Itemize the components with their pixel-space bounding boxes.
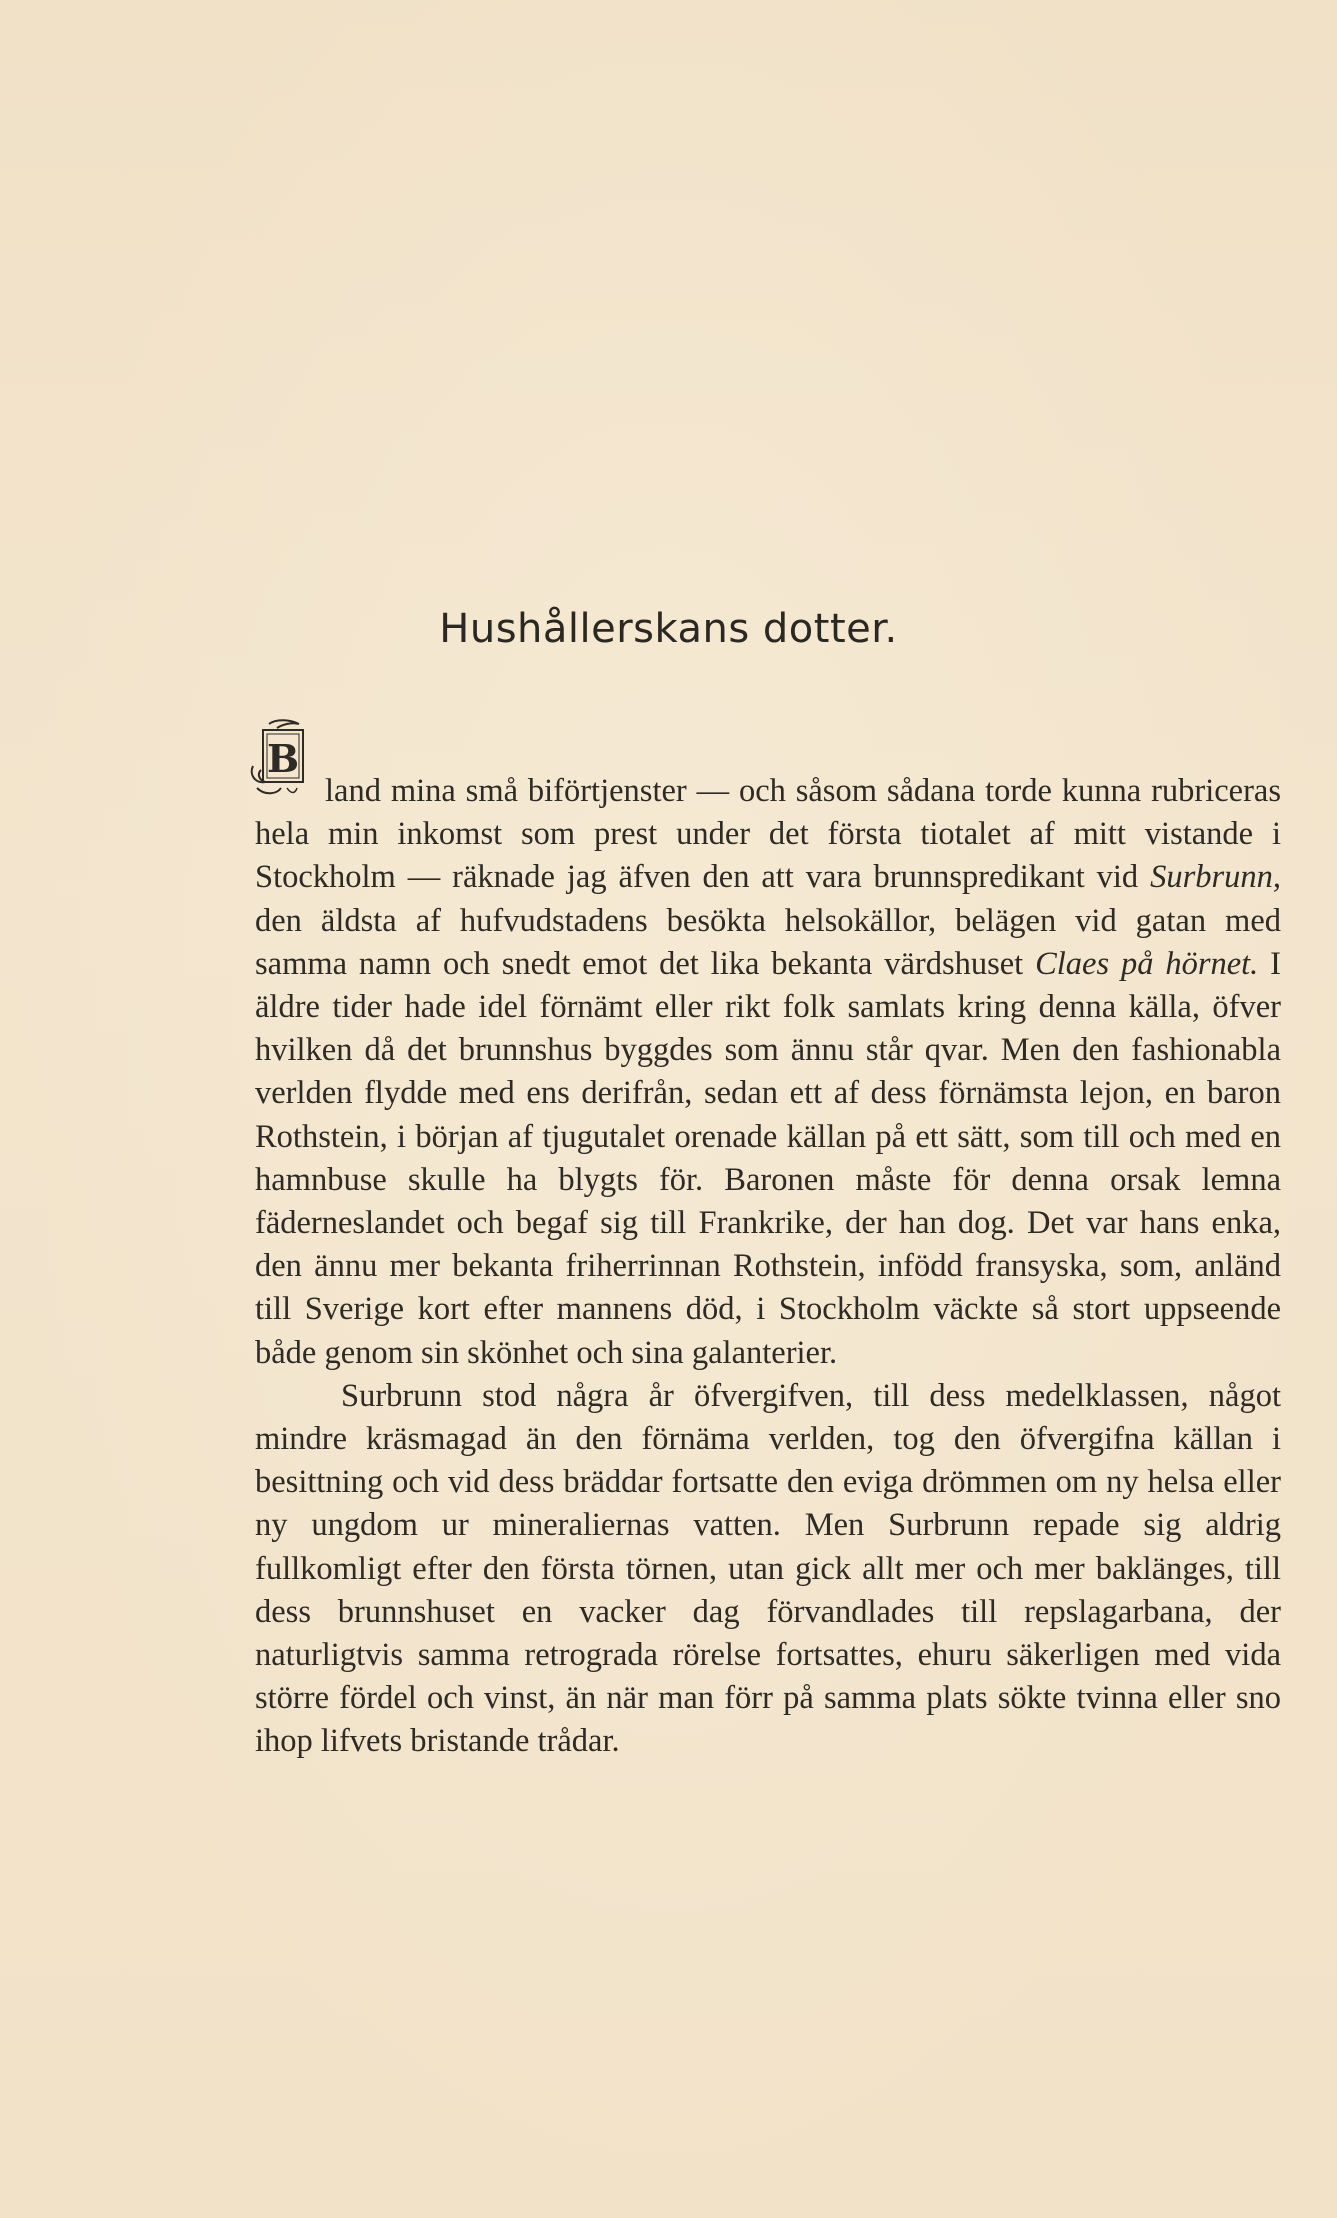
chapter-body xyxy=(255,736,1282,1764)
paragraph-1-text-b: den äldsta af hufvudstadens besökta helsokällor, belägen vid gatan med samma namn och snedt emot det lika bekanta värdshuset xyxy=(255,902,1281,982)
paragraph-1-italic-b: Claes på hörnet. xyxy=(1035,945,1259,982)
dropcap-letter: B xyxy=(266,736,300,781)
paragraph-2: Surbrunn stod några år öfvergifven, till dess medelklassen, något mindre kräsmagad än den förnäma verlden, tog den öfvergifna källan i besittning och vid dess bräddar fortsatte den eviga drömmen om ny helsa eller ny ungdom ur mineraliernas vatten. Men Surbrunn repade sig aldrig fullkomligt efter den första törnen, utan gick allt mer och mer baklänges, till dess brunnshuset en vacker dag förvandlades till repslagarbana, der naturligtvis samma retrograda rörelse fortsattes, ehuru säkerligen med vida större fördel och vinst, än när man förr på samma plats sökte tvinna eller sno ihop lifvets bristande trådar. xyxy=(255,1377,1281,1760)
paragraph-1-text-a: land mina små biförtjenster — och såsom sådana torde kunna rubriceras hela min inkomst som prest under det första tiotalet af mitt vistande i Stockholm — räknade jag äfven den att vara brunnspredikant vid xyxy=(255,773,1281,896)
ornamental-dropcap xyxy=(247,718,317,798)
chapter-title: Hushållerskans dotter. xyxy=(439,606,898,652)
paragraph-1-text-c: I äldre tider hade idel förnämt eller rikt folk samlats kring denna källa, öfver hvilken då det brunnshus byggdes som ännu står qvar. Men den fashionabla verlden flydde med ens derifrån, sedan ett af dess förnämsta lejon, en baron Rothstein, i början af tjugutalet orenade källan på ett sätt, som till och med en hamnbuse skulle ha blygts för. Baronen måste för denna orsak lemna fäderneslandet och begaf sig till Frankrike, der han dog. Det var hans enka, den ännu mer bekanta friherrinnan Rothstein, infödd fransyska, som, anländ till Sverige kort efter mannens död, i Stockholm väckte så stort uppseende både genom sin skönhet och sina galanterier. xyxy=(255,945,1282,1371)
paragraph-1-italic-a: Surbrunn, xyxy=(1150,859,1281,896)
paragraph-1 xyxy=(255,736,1282,1375)
